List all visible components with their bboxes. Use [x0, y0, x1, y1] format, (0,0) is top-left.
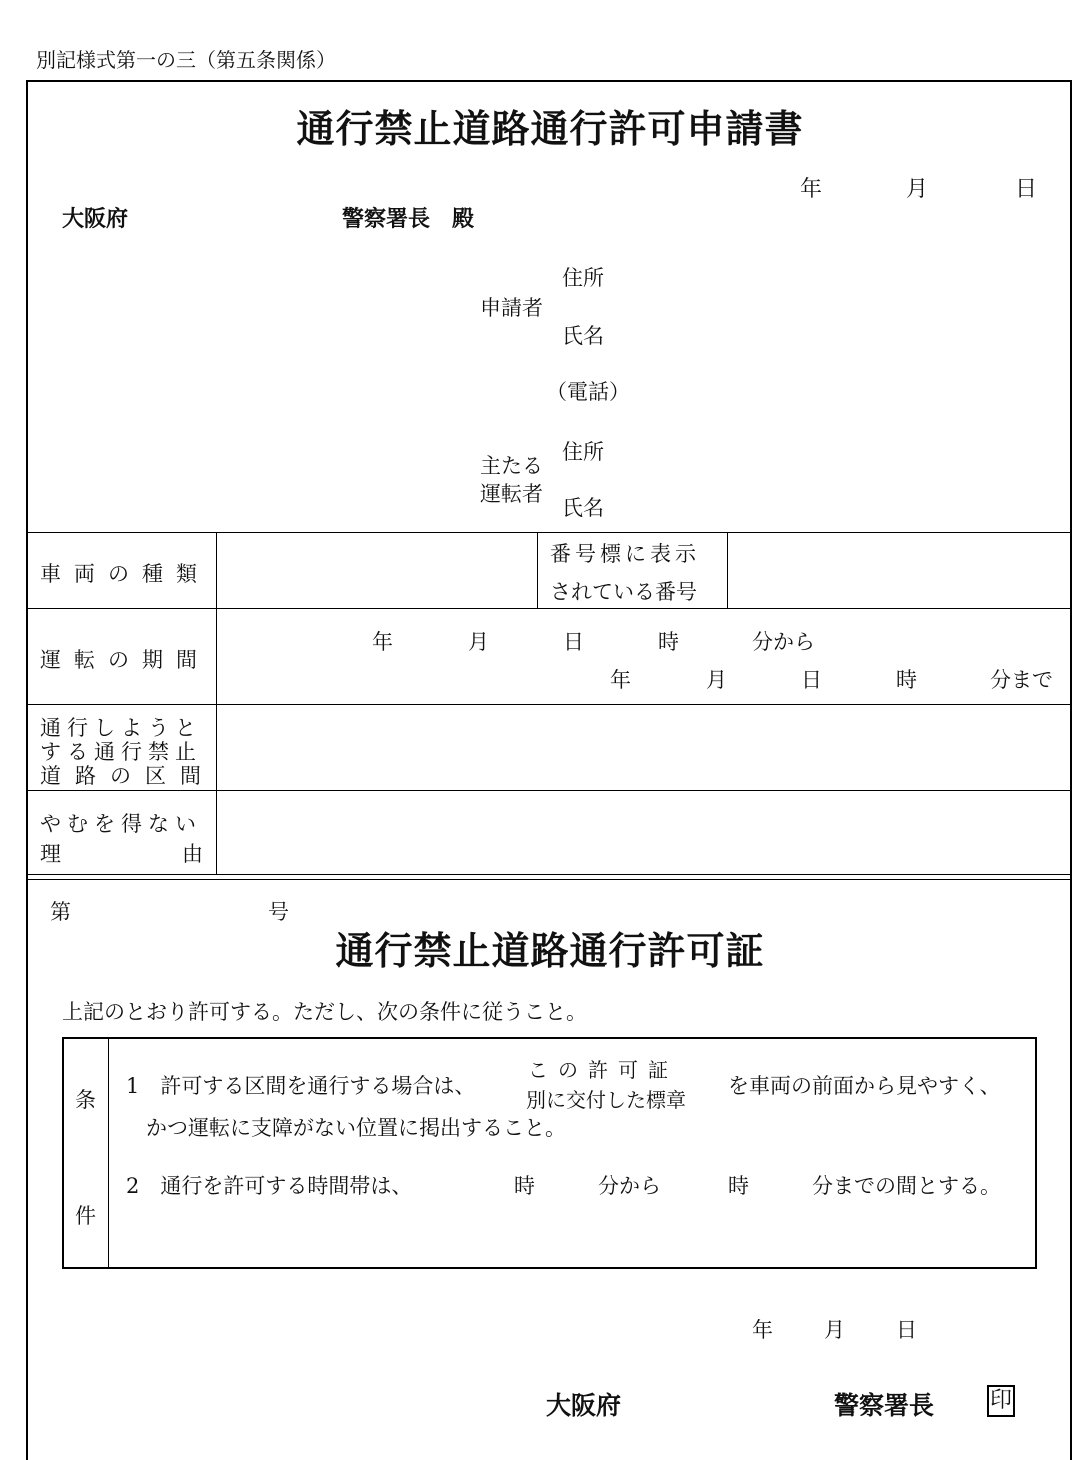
permit-date-month: 月 [824, 1318, 845, 1342]
application-prefecture: 大阪府 [62, 207, 129, 232]
condition-2-hour-2: 時 [728, 1174, 749, 1198]
permit-date-day: 日 [896, 1318, 917, 1342]
period-to-hour: 時 [896, 668, 917, 692]
applicant-phone-label: （電話） [546, 380, 630, 404]
section-divider-1 [26, 874, 1072, 875]
period-to-day: 日 [801, 668, 822, 692]
main-driver-label-2: 運転者 [480, 482, 543, 506]
period-to-month: 月 [706, 668, 727, 692]
section-label-3: 道路の区間 [40, 764, 215, 788]
seal-mark: 印 [987, 1385, 1015, 1417]
permit-intro: 上記のとおり許可する。ただし、次の条件に従うこと。 [62, 1000, 587, 1024]
applicant-name-label: 氏名 [562, 324, 604, 348]
application-date-year: 年 [800, 177, 823, 202]
permit-date-year: 年 [752, 1318, 773, 1342]
applicant-label: 申請者 [480, 296, 543, 320]
row-divider-1 [26, 608, 1072, 609]
period-from-month: 月 [468, 630, 489, 654]
application-date-month: 月 [906, 177, 929, 202]
condition-1-line-2: かつ運転に支障がない位置に掲出すること。 [146, 1116, 566, 1140]
condition-1-option-top: この許可証 [528, 1058, 678, 1082]
plate-label-2: されている番号 [550, 580, 697, 604]
road-section-field[interactable] [230, 712, 1065, 784]
conditions-label-1: 条 [75, 1088, 96, 1112]
reason-label-2b: 由 [182, 842, 203, 866]
permit-number-suffix: 号 [268, 900, 289, 924]
application-title: 通行禁止道路通行許可申請書 [296, 106, 804, 151]
plate-cell-right-border [727, 532, 728, 609]
form-label: 別記様式第一の三（第五条関係） [36, 48, 336, 72]
permit-title: 通行禁止道路通行許可証 [335, 928, 765, 973]
driver-address-label: 住所 [562, 440, 604, 464]
application-date-day: 日 [1015, 177, 1038, 202]
permit-number-prefix: 第 [50, 900, 71, 924]
row-divider-3 [26, 790, 1072, 791]
condition-2-minute-2: 分までの間とする。 [812, 1174, 1001, 1198]
period-to-year: 年 [610, 668, 631, 692]
condition-2-hour-1: 時 [514, 1174, 535, 1198]
applicant-address-label: 住所 [562, 266, 604, 290]
period-from-hour: 時 [658, 630, 679, 654]
application-addressee: 警察署長 殿 [342, 207, 475, 232]
reason-field[interactable] [230, 798, 1065, 868]
period-from-day: 日 [563, 630, 584, 654]
reason-label-2a: 理 [40, 842, 61, 866]
period-from-year: 年 [372, 630, 393, 654]
table-top-border [26, 532, 1072, 533]
driver-name-label: 氏名 [562, 496, 604, 520]
condition-1-start: 1 許可する区間を通行する場合は、 [126, 1074, 476, 1098]
permit-issuer: 警察署長 [834, 1391, 935, 1420]
label-column-divider [216, 532, 217, 875]
vehicle-type-field[interactable] [230, 540, 530, 600]
conditions-label-divider [108, 1037, 109, 1269]
reason-label-1: やむを得ない [40, 812, 202, 836]
period-label: 運転の期間 [40, 648, 210, 672]
plate-number-field[interactable] [740, 540, 1065, 600]
vehicle-type-label: 車両の種類 [40, 562, 210, 586]
plate-label-1: 番号標に表示 [550, 542, 700, 566]
plate-cell-left-border [537, 532, 538, 609]
conditions-label-2: 件 [75, 1204, 96, 1228]
section-label-2: する通行禁止 [40, 740, 202, 764]
period-to-minute: 分まで [990, 668, 1053, 692]
condition-1-end: を車両の前面から見やすく、 [728, 1074, 1001, 1098]
section-divider-2 [26, 879, 1072, 880]
section-label-1: 通行しようと [40, 716, 202, 740]
main-driver-label-1: 主たる [480, 454, 543, 478]
condition-1-option-bottom: 別に交付した標章 [526, 1088, 686, 1112]
condition-2-start: 2 通行を許可する時間帯は、 [126, 1174, 413, 1198]
row-divider-2 [26, 704, 1072, 705]
permit-prefecture: 大阪府 [546, 1391, 622, 1420]
condition-2-minute-1: 分から [598, 1174, 661, 1198]
period-from-minute: 分から [752, 630, 815, 654]
